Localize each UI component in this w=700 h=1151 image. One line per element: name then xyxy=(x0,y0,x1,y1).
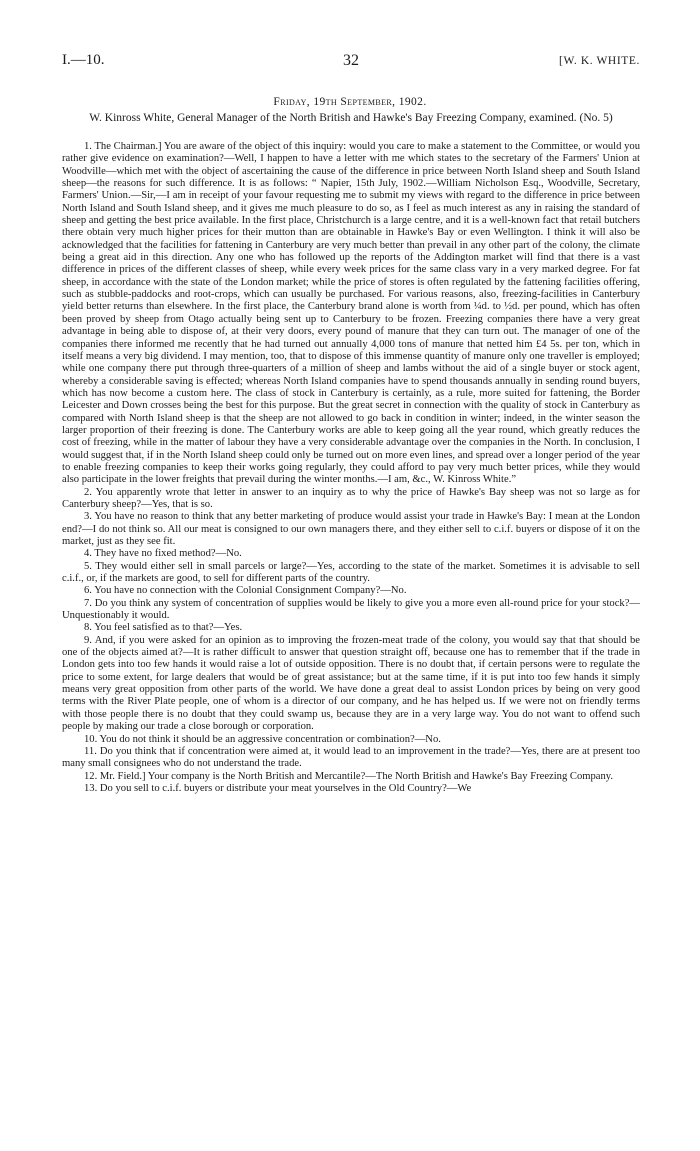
evidence-body xyxy=(62,141,640,795)
evidence-paragraph: 5. They would either sell in small parcels or large?—Yes, according to the state of the market. Sometimes it is advisable to sell c.i.f., or, if the markets are good, to sell for different parts of the country. xyxy=(62,560,640,585)
evidence-paragraph: 3. You have no reason to think that any better marketing of produce would assist your trade in Hawke's Bay: I mean at the London end?—I do not think so. All our meat is consigned to our own managers there, and they either sell to c.i.f. buyers or dispose of it on the market, just as they see fit. xyxy=(62,511,640,547)
evidence-paragraph: 6. You have no connection with the Colonial Consignment Company?—No. xyxy=(84,585,407,597)
evidence-paragraph: 4. They have no fixed method?—No. xyxy=(84,548,242,560)
evidence-paragraph: 1. The Chairman.] You are aware of the object of this inquiry: would you care to make a statement to the Committee, or would you rather give evidence on examination?—Well, I happen to have a letter with me which states to the secretary of the Farmers' Union at Woodville—which met with the object of ascertaining the cause of the difference in price between North Island sheep and South Island sheep—the reasons for such difference. It is as follows: “ Napier, 15th July, 1902.—William Nicholson Esq., Woodville, Secretary, Farmers' Union.—Sir,—I am in receipt of your favour requesting me to submit my views with regard to the difference in price between North Island and South Island sheep, and it gives me much pleasure to do so, as I feel as much interest as any in raising the standard of sheep and getting the best price available. In the first place, Christchurch is a large centre, and it is a well-known fact that retail butchers there obtain very much higher prices for their mutton than are obtainable in Hawke's Bay or even Wellington. I think it will also be acknowledged that the facilities for fattening in Canterbury are very much better than prevail in any other part of the colony, the climate being a great aid in this direction. Any one who has followed up the reports of the Addington market will find that there is a vast difference in prices of the different classes of sheep, while every week prices for the same class vary in a very marked degree. For fat sheep, in accordance with the state of the London market; while the price of stores is often regulated by the fattening facilities offering, such as stubble-paddocks and root-crops, which can usually be purchased. For various reasons, also, freezing-facilities in Canterbury yield better returns than elsewhere. In the first place, the Canterbury brand alone is worth from ¼d. to ½d. per pound, which has often been proved by sheep from Otago actually being sent up to Canterbury to be frozen. Freezing companies there have a very great advantage in being able to dispose of, at their very doors, every pound of manure that they can turn out. The manager of one of the companies there informed me recently that he had turned out annually 4,000 tons of manure that netted him £4 5s. per ton, which in itself means a very big dividend. I may mention, too, that to dispose of this immense quantity of manure only one traveller is employed; while one company there put through three-quarters of a million of sheep and lambs without the aid of a single buyer or stock agent, whereby a considerable saving is effected; whereas North Island companies have to spend thousands annually in sending round buyers, which has now become a custom here. The class of stock in Canterbury is certainly, as a rule, more suited for fattening, the Border Leicester and Down crosses being the best for this purpose. But the great secret in connection with the quality of stock in Canterbury as compared with North Island sheep is that the sheep are not allowed to go back in condition in winter; indeed, in the winter season the larger proportion of their freezing is done. The Canterbury works are able to keep going all the year round, which greatly reduces the cost of freezing, while in the matter of labour they have a very considerable advantage over the companies in the North. In conclusion, I would suggest that, if in the North Island sheep could only be turned out on more even lines, and spread over a longer period of the year to enable freezing companies to keep their works going regularly, they could afford to pay very much better prices, while they would also participate in the lower freights that prevail during the winter months.—I am, &c., W. Kinross White.” xyxy=(62,141,640,486)
evidence-paragraph: 12. Mr. Field.] Your company is the North British and Mercantile?—The North British and Hawke's Bay Freezing Company. xyxy=(84,770,614,782)
witness-running-head: [W. K. WHITE. xyxy=(559,55,640,67)
evidence-paragraph: 7. Do you think any system of concentration of supplies would be likely to give you a more even all-round price for your stock?—Unquestionably it would. xyxy=(62,597,640,622)
page-header xyxy=(62,52,640,72)
evidence-paragraph: 11. Do you think that if concentration were aimed at, it would lead to an improvement in the trade?—Yes, there are at present too many small consignees who do not understand the trade. xyxy=(62,745,640,770)
evidence-paragraph: 9. And, if you were asked for an opinion as to improving the frozen-meat trade of the colony, you would say that that should be one of the objects aimed at?—It is rather difficult to answer that question straight off, because one has to remember that if the trade in London gets into too few hands it would raise a lot of outside opposition. There is no doubt that, if certain persons were to regulate the price to some extent, for large dealers that would be of great assistance; but at the same time, if it is put into too few hands it simply means very great opposition from other parts of the world. We have done a great deal to assist London prices by being on very good terms with the River Plate people, one of whom is a director of our company, and he has helped us. If we were not on friendly terms with those people there is no doubt that they could swamp us, because they are in a very large way. You do not want to offend such people by making our trade a close borough or corporation. xyxy=(62,634,640,733)
evidence-paragraph: 8. You feel satisfied as to that?—Yes. xyxy=(84,622,243,634)
evidence-paragraph: 13. Do you sell to c.i.f. buyers or distribute your meat yourselves in the Old Country?—We xyxy=(84,782,472,794)
page-number: 32 xyxy=(343,52,359,69)
document-reference: I.—10. xyxy=(62,52,105,68)
session-date: Friday, 19th September, 1902. xyxy=(273,96,427,108)
evidence-paragraph: 2. You apparently wrote that letter in answer to an inquiry as to why the price of Hawke's Bay sheep was not so large as for Canterbury sheep?—Yes, that is so. xyxy=(62,486,640,510)
evidence-paragraph: 10. You do not think it should be an aggressive concentration or combination?—No. xyxy=(84,733,441,745)
witness-heading: W. Kinross White, General Manager of the North British and Hawke's Bay Freezing Company, examined. (No. 5) xyxy=(89,112,613,124)
